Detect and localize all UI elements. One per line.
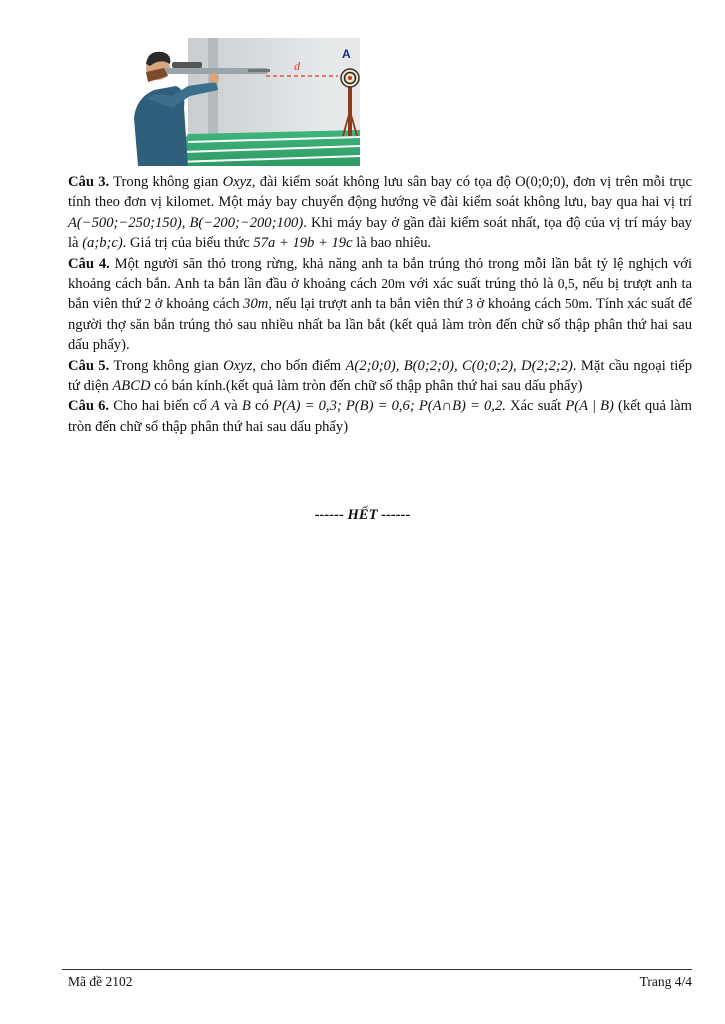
question-5 bbox=[68, 356, 692, 397]
q4-math-6: 50m bbox=[564, 296, 589, 312]
question-list bbox=[68, 172, 692, 437]
q5-text-1: Trong không gian bbox=[109, 357, 224, 374]
q6-math-2: B bbox=[241, 398, 251, 415]
q6-math-3: P(A) = 0,3; P(B) = 0,6; P(A∩B) = 0,2. bbox=[272, 398, 506, 415]
q4-text-6: ở khoảng cách bbox=[472, 296, 565, 313]
q3-math-4: 57a + 19b + 19c bbox=[253, 235, 353, 252]
footer-divider bbox=[62, 969, 692, 970]
q6-text-5: (kết quả làm tròn đến chữ số thập phân thứ hai sau dấu phẩy) bbox=[68, 398, 692, 435]
q6-text-1: Cho hai biến cố bbox=[109, 398, 211, 415]
q5-text-2: , cho bốn điểm bbox=[252, 357, 346, 374]
q3-math-2: A(−500;−250;150), B(−200;−200;100) bbox=[68, 214, 304, 231]
question-3-label: Câu 3. bbox=[68, 174, 110, 190]
q5-math-1: Oxyz bbox=[223, 357, 253, 374]
q3-text-2: , đài kiểm soát không lưu sân bay có tọa độ O(0;0;0), đơn vị trên mỗi trục tính theo đơn vị kilomet. Một máy bay chuyển động hướng về đài kiểm soát không lưu, bay qua hai vị trí bbox=[68, 174, 693, 211]
exam-code: Mã đề 2102 bbox=[68, 974, 133, 989]
q6-text-3: có bbox=[250, 398, 273, 415]
target-label: A bbox=[342, 47, 351, 61]
q3-text-5: là bao nhiêu. bbox=[352, 235, 432, 252]
q4-math-4: 30m bbox=[243, 296, 269, 313]
q5-math-3: ABCD bbox=[112, 378, 151, 395]
question-6-label: Câu 6. bbox=[68, 398, 110, 415]
q5-text-4: có bán kính.(kết quả làm tròn đến chữ số thập phân thứ hai sau dấu phẩy) bbox=[150, 378, 583, 395]
question-5-label: Câu 5. bbox=[68, 357, 110, 374]
distance-label: d bbox=[294, 59, 300, 73]
question-6 bbox=[68, 396, 692, 437]
q3-math-1: Oxyz bbox=[222, 174, 252, 190]
shooting-illustration bbox=[128, 38, 360, 166]
q4-math-3: 2 bbox=[144, 296, 152, 312]
q6-text-2: và bbox=[219, 398, 242, 415]
q5-text-3: . Mặt cầu ngoại tiếp tứ diện bbox=[68, 357, 693, 395]
q4-text-7: . Tính xác suất để người thợ săn bắn trúng thỏ sau nhiều nhất ba lần bắt (kết quả làm tròn đến chữ số thập phân thứ hai sau dấu phẩy). bbox=[68, 296, 692, 354]
q4-text-5: , nếu lại trượt anh ta bắn viên thứ bbox=[268, 296, 467, 313]
q4-text-2: với xác suất trúng thỏ là bbox=[405, 276, 558, 293]
q6-text-4: Xác suất bbox=[505, 398, 566, 415]
question-4 bbox=[68, 254, 692, 356]
q4-text-3: , nếu bị trượt anh ta bắn viên thứ bbox=[68, 276, 692, 313]
page-number: Trang 4/4 bbox=[639, 974, 692, 989]
question-4-label: Câu 4. bbox=[68, 255, 110, 272]
end-marker: ------ HẾT ------ bbox=[314, 507, 411, 523]
q3-math-3: (a;b;c) bbox=[82, 235, 123, 252]
q6-math-4: P(A | B) bbox=[565, 398, 614, 415]
q3-text-3: . Khi máy bay ở gần đài kiểm soát nhất, tọa độ của vị trí máy bay là bbox=[68, 214, 692, 252]
q3-text-1: Trong không gian bbox=[109, 174, 223, 190]
q5-math-2: A(2;0;0), B(0;2;0), C(0;0;2), D(2;2;2) bbox=[345, 357, 573, 374]
q4-text-4: ở khoảng cách bbox=[151, 296, 244, 313]
q4-math-1: 20m bbox=[381, 276, 406, 292]
question-3 bbox=[68, 172, 692, 254]
q4-math-5: 3 bbox=[466, 296, 473, 312]
q6-math-1: A bbox=[210, 398, 220, 415]
q3-text-4: . Giá trị của biểu thức bbox=[122, 235, 254, 252]
q4-text-1: Một người săn thỏ trong rừng, khả năng anh ta bắn trúng thỏ trong mỗi lần bắt tỷ lệ nghịch với khoảng cách bắn. Anh ta bắn lần đầu ở khoảng cách bbox=[68, 255, 693, 293]
q4-math-2: 0,5 bbox=[557, 276, 575, 292]
